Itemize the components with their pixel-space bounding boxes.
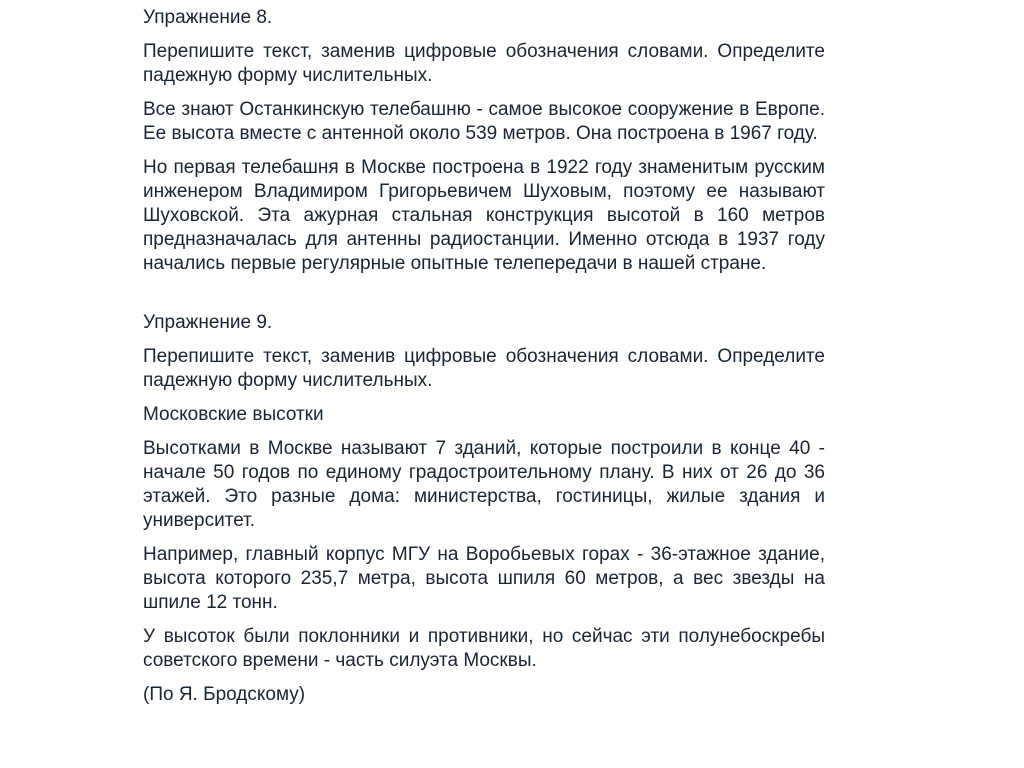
exercise-8-instruction: Перепишите текст, заменив цифровые обозначения словами. Определите падежную форму числительных. [143,41,825,86]
exercise-8-paragraph-1: Все знают Останкинскую телебашню - самое высокое сооружение в Европе. Ее высота вместе с антенной около 539 метров. Она построена в 1967 году. [143,99,825,144]
section-spacer [143,286,825,311]
exercise-9-section [143,311,825,707]
exercise-9-paragraph-2: Например, главный корпус МГУ на Воробьевых горах - 36-этажное здание, высота которого 235,7 метра, высота шпиля 60 метров, а вес звезды на шпиле 12 тонн. [143,544,825,613]
exercise-9-subtitle: Московские высотки [143,404,324,425]
document-page [143,6,825,717]
exercise-9-paragraph-3: У высоток были поклонники и противники, но сейчас эти полунебоскребы советского времени - часть силуэта Москвы. [143,626,825,671]
exercise-8-title: Упражнение 8. [143,7,273,28]
exercise-8-paragraph-2: Но первая телебашня в Москве построена в 1922 году знаменитым русским инженером Владимиром Григорьевичем Шуховым, поэтому ее называют Шуховской. Эта ажурная стальная конструкция высотой в 160 метров предназначалась для антенны радиостанции. Именно отсюда в 1937 году начались первые регулярные опытные телепередачи в нашей стране. [143,157,825,274]
exercise-9-source: (По Я. Бродскому) [143,684,306,705]
exercise-9-instruction: Перепишите текст, заменив цифровые обозначения словами. Определите падежную форму числительных. [143,346,825,391]
exercise-9-paragraph-1: Высотками в Москве называют 7 зданий, которые построили в конце 40 - начале 50 годов по единому градостроительному плану. В них от 26 до 36 этажей. Это разные дома: министерства, гостиницы, жилые здания и университет. [143,438,825,531]
exercise-9-title: Упражнение 9. [143,312,273,333]
exercise-8-section [143,6,825,276]
